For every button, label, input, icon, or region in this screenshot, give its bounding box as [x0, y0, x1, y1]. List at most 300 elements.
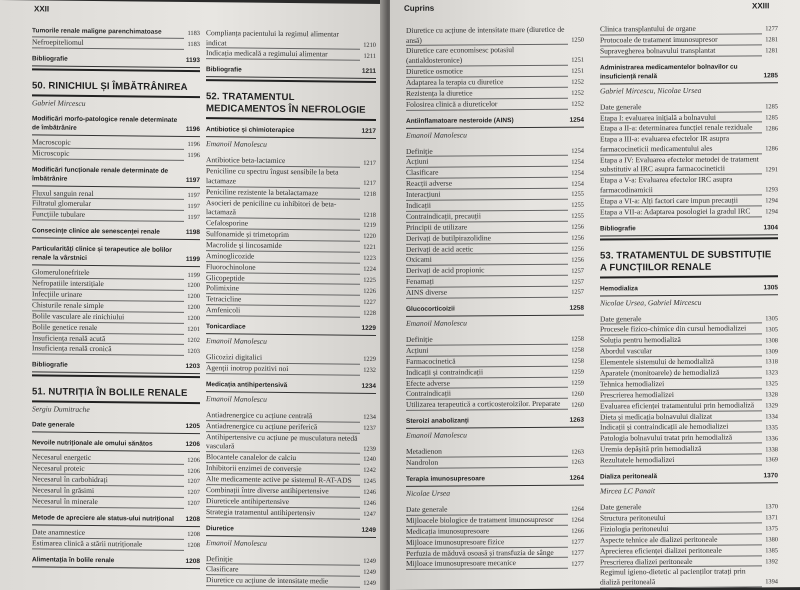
- section-title: Bibliografie: [206, 66, 242, 74]
- toc-entry-page: 1252: [571, 78, 584, 86]
- toc-entry-page: 1237: [363, 424, 376, 433]
- toc-entry: [406, 399, 584, 411]
- chapter-rule: [600, 237, 778, 240]
- toc-entry-page: 1266: [571, 527, 584, 535]
- toc-entry-title: Acțiuni: [406, 156, 568, 168]
- section-heading: [206, 322, 376, 333]
- toc-entry-title: Aminoglicozide: [206, 251, 360, 264]
- toc-entry: [32, 344, 200, 357]
- toc-entry-title: Necesarul în minerale: [32, 496, 184, 508]
- toc-entry-page: 1210: [363, 41, 376, 49]
- toc-entry: [600, 206, 778, 218]
- section-heading: [32, 245, 200, 265]
- toc-entry-title: Etapa a VII-a: Adaptarea posologiei la gradul IRC: [600, 206, 762, 218]
- toc-entry-title: Interacțiuni: [406, 189, 568, 201]
- toc-entry: [600, 45, 778, 57]
- section-heading: [32, 439, 200, 450]
- toc-entry-title: Contraindicații: [406, 388, 568, 400]
- toc-entry-title: Structura peritoneului: [600, 512, 762, 524]
- toc-entry-title: Necesarul în grăsimi: [32, 485, 184, 497]
- toc-entry-title: Diuretice cu acțiune de intensitate mare (diuretice de ansă): [406, 25, 568, 47]
- section-page-number: 1285: [763, 71, 778, 80]
- section-page-number: 1205: [185, 423, 200, 431]
- toc-entry-page: 1308: [765, 336, 778, 345]
- toc-entry-page: 1249: [363, 568, 376, 576]
- toc-entry: [406, 25, 584, 47]
- section-page-number: 1234: [361, 382, 376, 390]
- toc-entry-title: Definiție: [406, 145, 568, 157]
- section-page-number: 1264: [569, 474, 584, 482]
- toc-entry-page: 1285: [765, 103, 778, 111]
- section-title: Consecințe clinice ale senescenței renale: [32, 227, 160, 236]
- toc-entry-page: 1232: [363, 367, 376, 375]
- toc-entry-page: 1249: [363, 579, 376, 587]
- toc-entry-page: 1227: [363, 298, 376, 306]
- toc-entry-title: Definiție: [406, 334, 568, 346]
- toc-entry-page: 1245: [363, 478, 376, 486]
- toc-entry-title: Nefroepiteliomul: [32, 37, 184, 49]
- toc-entry-title: Amfenicoli: [206, 305, 360, 318]
- chapter-heading: 52. TRATAMENTUL MEDICAMENTOS ÎN NEFROLOGIE: [206, 91, 366, 117]
- toc-entry-page: 1201: [187, 325, 200, 334]
- toc-entry-title: Supravegherea bolnavului transplantat: [600, 45, 762, 57]
- toc-entry-title: Blocantele canalelor de calciu: [206, 452, 360, 465]
- section-page-number: 1206: [185, 441, 200, 449]
- toc-entry-page: 1183: [187, 41, 200, 49]
- toc-entry-page: 1251: [571, 67, 584, 76]
- section-page-number: 1199: [185, 256, 200, 264]
- section-author: Emanoil Manolescu: [406, 430, 467, 441]
- toc-entry-title: Diuretice care economisesc potasiul (antialdosteronice): [406, 45, 568, 67]
- toc-entry-title: Utilizarea terapeutică a corticosteroizilor. Preparate: [406, 399, 568, 411]
- toc-entry-title: Tumorile renale maligne parenchimatoase: [32, 26, 184, 38]
- section-rule: [600, 294, 778, 296]
- toc-entry-title: Antihipertensive cu acțiune pe musculatura netedă vasculară: [206, 432, 360, 454]
- toc-entry-page: 1258: [571, 335, 584, 344]
- toc-entry-title: Antiadrenergice cu acțiune centrală: [206, 410, 360, 423]
- toc-entry-page: 1256: [571, 223, 584, 231]
- toc-entry-page: 1200: [187, 304, 200, 312]
- toc-entry-title: Filtratul glomerular: [32, 199, 184, 211]
- toc-entry-title: Indicații și contraindicații: [406, 366, 568, 378]
- toc-entry-page: 1200: [187, 282, 200, 290]
- chapter-rule: [600, 275, 778, 278]
- chapter-rule: [32, 401, 200, 405]
- section-heading: [32, 555, 200, 566]
- toc-entry-title: Dieta și medicația bolnavului dializat: [600, 411, 762, 423]
- toc-entry-page: 1375: [765, 525, 778, 533]
- toc-entry-page: 1251: [571, 57, 584, 65]
- toc-entry-page: 1257: [571, 289, 584, 297]
- section-page-number: 1370: [763, 472, 778, 480]
- toc-entry-page: 1305: [765, 315, 778, 323]
- section-title: Metode de apreciere ale status-ului nutrițional: [32, 514, 174, 523]
- toc-entry-title: Tehnica hemodializei: [600, 378, 762, 390]
- section-author: Sergiu Dumitrache: [32, 404, 90, 415]
- toc-entry-page: 1338: [765, 445, 778, 453]
- left-page: [0, 0, 386, 590]
- toc-entry: [206, 198, 376, 220]
- section-author: Gabriel Mircescu: [32, 98, 86, 108]
- toc-entry-title: Macrolide și lincosamide: [206, 240, 360, 253]
- toc-entry-title: Strategia tratamentul antihipertensiv: [206, 507, 360, 520]
- toc-entry-page: 1250: [571, 36, 584, 44]
- toc-entry-title: Nandrolon: [406, 457, 568, 469]
- section-author: Emanoil Manolescu: [206, 394, 267, 404]
- toc-entry-title: Polimixine: [206, 284, 360, 297]
- section-page-number: 1258: [569, 304, 584, 312]
- section-title: Administrarea medicamentelor bolnavilor cu insuficiență renală: [600, 63, 738, 81]
- toc-entry-title: Elementele sistemului de hemodializă: [600, 357, 762, 369]
- toc-entry-page: 1277: [765, 25, 778, 33]
- toc-entry-page: 1285: [765, 114, 778, 122]
- toc-entry-page: 1260: [571, 401, 584, 409]
- section-title: Antiinflamatoare nesteroide (AINS): [406, 116, 514, 125]
- toc-entry-page: 1223: [363, 254, 376, 263]
- toc-entry-title: Estimarea clinică a stării nutriționale: [32, 538, 184, 550]
- toc-entry-title: Protocoale de tratament imunosupresor: [600, 34, 762, 46]
- section-title: Diuretice: [206, 524, 234, 532]
- toc-entry-title: Macroscopic: [32, 137, 184, 149]
- section-title: Bibliografie: [600, 224, 636, 233]
- toc-entry-page: 1199: [187, 271, 200, 279]
- toc-entry-title: Date generale: [600, 101, 762, 113]
- toc-entry-title: Uremia depășită prin hemodializă: [600, 444, 762, 456]
- toc-entry-page: 1252: [571, 100, 584, 108]
- section-heading: [32, 114, 200, 134]
- toc-entry-page: 1264: [571, 505, 584, 514]
- toc-entry-page: 1225: [363, 276, 376, 284]
- toc-entry-title: Perfuzia de măduvă osoasă și transfuzia de sânge: [406, 547, 568, 559]
- toc-entry-page: 1277: [571, 549, 584, 557]
- toc-entry-page: 1196: [187, 141, 200, 149]
- toc-entry-page: 1252: [571, 89, 584, 97]
- section-title: Modificări morfo-patologice renale determinate de îmbătrânire: [32, 115, 178, 132]
- toc-entry: [206, 28, 376, 50]
- toc-entry-title: Indicații și contraindicații ale hemodializei: [600, 422, 762, 434]
- toc-entry-title: Asocieri de peniciline cu inhibitori de beta-lactamază: [206, 198, 360, 220]
- section-heading: [206, 524, 376, 535]
- section-author: Emanoil Manolescu: [406, 129, 467, 140]
- section-heading: [206, 66, 376, 77]
- toc-entry-title: Soluția pentru hemodializă: [600, 335, 762, 347]
- toc-entry-page: 1239: [363, 445, 376, 453]
- toc-entry-page: 1254: [571, 147, 584, 155]
- section-heading: [406, 304, 584, 314]
- right-page-column-2: [600, 23, 778, 588]
- toc-entry-title: Date generale: [600, 501, 762, 513]
- section-heading: [32, 421, 200, 432]
- toc-entry-page: 1257: [571, 278, 584, 286]
- toc-entry-page: 1254: [571, 180, 584, 188]
- toc-entry: [600, 134, 778, 156]
- section-page-number: 1217: [361, 128, 376, 136]
- toc-entry-page: 1196: [187, 151, 200, 160]
- chapter-rule: [206, 118, 376, 122]
- running-head-title: Cuprins: [404, 3, 435, 13]
- toc-entry-page: 1281: [765, 47, 778, 55]
- toc-entry-page: 1370: [765, 503, 778, 511]
- toc-entry-title: Diureticele antihipertensive: [206, 496, 360, 509]
- toc-entry-title: Indicația medicală a regimului alimentar: [206, 49, 360, 62]
- toc-entry-page: 1263: [571, 459, 584, 467]
- section-rule: [406, 315, 584, 317]
- toc-entry-page: 1392: [765, 558, 778, 566]
- toc-entry-title: Procesele fizico-chimice din cursul hemodializei: [600, 324, 762, 336]
- toc-entry-title: Sulfonamide și trimetoprim: [206, 229, 360, 242]
- section-title: Bibliografie: [32, 361, 68, 370]
- toc-entry-page: 1228: [363, 309, 376, 317]
- section-page-number: 1208: [185, 515, 200, 523]
- section-title: Tonicardiace: [206, 323, 246, 331]
- toc-entry-title: Clasificare: [406, 167, 568, 179]
- toc-entry-title: Mijloace imunosupresoare fizice: [406, 536, 568, 548]
- toc-entry-page: 1336: [765, 434, 778, 443]
- toc-entry-page: 1258: [571, 346, 584, 354]
- toc-entry-title: Fenamați: [406, 276, 568, 288]
- toc-entry-page: 1294: [765, 197, 778, 205]
- toc-entry-page: 1221: [363, 244, 376, 252]
- section-rule: [600, 482, 778, 484]
- toc-entry-page: 1334: [765, 413, 778, 421]
- toc-entry-title: Insuficiența renală acută: [32, 333, 184, 345]
- section-heading: [600, 223, 778, 233]
- section-page-number: 1263: [569, 416, 584, 424]
- section-heading: [32, 227, 200, 238]
- right-page: [390, 0, 800, 590]
- toc-entry-title: Prescrierea dializei peritoneale: [600, 556, 762, 568]
- toc-entry-title: Complianța pacientului la regimul alimentar indicat: [206, 28, 360, 50]
- toc-entry-page: 1249: [363, 557, 376, 565]
- toc-entry-title: Glicopeptide: [206, 273, 360, 286]
- section-heading: [406, 416, 584, 426]
- section-heading: [406, 115, 584, 125]
- toc-entry-title: Diuretice osmotice: [406, 66, 568, 78]
- section-title: Bibliografie: [32, 55, 68, 63]
- toc-entry-title: Derivați de acid acetic: [406, 243, 568, 255]
- toc-entry-title: Cefalosporine: [206, 218, 360, 231]
- toc-entry-title: Adaptarea la terapia cu diuretice: [406, 77, 568, 89]
- toc-entry-page: 1263: [571, 448, 584, 456]
- section-title: Dializa peritoneală: [600, 473, 658, 481]
- section-page-number: 1211: [361, 68, 376, 76]
- toc-entry-page: 1286: [765, 145, 778, 153]
- toc-entry-page: 1259: [571, 379, 584, 387]
- toc-entry-title: Etapa a IV: Evaluarea efectelor metodei de tratament substitutiv al IRC asupra farmacocineticii: [600, 154, 762, 176]
- toc-entry-title: Necesarul proteic: [32, 464, 184, 476]
- toc-entry-page: 1385: [765, 547, 778, 555]
- toc-entry-title: Agenții inotrop pozitivi noi: [206, 363, 360, 376]
- section-author: Nicolae Ursea: [406, 488, 451, 498]
- toc-entry: [406, 457, 584, 469]
- toc-entry-title: Diuretice cu acțiune de intensitate medie: [206, 575, 360, 588]
- toc-entry-page: 1323: [765, 369, 778, 377]
- section-page-number: 1197: [185, 176, 200, 184]
- section-page-number: 1254: [569, 116, 584, 124]
- section-page-number: 1196: [185, 125, 200, 133]
- toc-entry-title: Date anamnestice: [32, 527, 184, 539]
- chapter-heading: 51. NUTRIȚIA ÎN BOLILE RENALE: [32, 386, 188, 400]
- section-page-number: 1249: [361, 526, 376, 534]
- toc-entry-title: Rezistența la diuretice: [406, 88, 568, 100]
- toc-entry-title: Regimul igieno-dietetic al pacienților tratați prin dializă peritoneală: [600, 567, 762, 589]
- toc-entry-page: 1281: [765, 36, 778, 44]
- toc-entry-page: 1240: [363, 456, 376, 464]
- toc-entry-title: Etapa a II-a: determinarea funcției renale reziduale: [600, 123, 762, 135]
- toc-entry-title: Necesarul în carbohidrați: [32, 474, 184, 486]
- toc-entry: [206, 305, 376, 318]
- toc-entry-page: 1286: [765, 125, 778, 133]
- toc-entry-title: Nefropatiile interstițiale: [32, 278, 184, 290]
- toc-entry-page: 1208: [187, 541, 200, 550]
- chapter-rule: [32, 375, 200, 379]
- section-page-number: 1305: [763, 283, 778, 291]
- toc-entry-page: 1203: [187, 347, 200, 355]
- toc-entry-page: 1318: [765, 358, 778, 366]
- toc-entry-title: Efecte adverse: [406, 377, 568, 389]
- toc-entry-page: 1217: [363, 179, 376, 188]
- toc-entry-title: Etapa a III-a: evaluarea efectelor IR asupra farmacocineticii medicamentului ales: [600, 134, 762, 156]
- toc-entry-page: 1369: [765, 456, 778, 464]
- section-heading: [600, 283, 778, 293]
- toc-entry-title: Metadienon: [406, 446, 568, 458]
- toc-entry-page: 1207: [187, 478, 200, 486]
- toc-entry-page: 1242: [363, 467, 376, 475]
- toc-entry-page: 1218: [363, 211, 376, 219]
- section-rule: [406, 485, 584, 487]
- toc-entry: [32, 496, 200, 509]
- toc-entry-page: 1255: [571, 191, 584, 199]
- toc-entry: [600, 175, 778, 197]
- toc-entry-title: Derivați de butilpirazolidine: [406, 232, 568, 244]
- section-title: Modificări funcționale renale determinate de îmbătrânire: [32, 165, 169, 183]
- toc-entry-title: Bolile vasculare ale rinichiului: [32, 311, 184, 323]
- toc-entry-title: Contraindicații, precauții: [406, 211, 568, 223]
- section-title: Particularități clinice și terapeutice ale bolilor renale la vârstnici: [32, 245, 172, 263]
- section-author: Emanoil Manolescu: [406, 318, 467, 328]
- toc-entry-title: Microscopic: [32, 148, 184, 160]
- section-heading: [600, 471, 778, 481]
- toc-entry-title: Date generale: [600, 313, 762, 325]
- toc-entry-page: 1219: [363, 222, 376, 230]
- section-rule: [32, 238, 200, 241]
- toc-entry-page: 1329: [765, 402, 778, 410]
- toc-entry: [32, 148, 200, 161]
- section-heading: [32, 361, 200, 372]
- toc-entry-title: AINS diverse: [406, 287, 568, 299]
- toc-entry-page: 1207: [187, 489, 200, 497]
- toc-entry-title: Oxicami: [406, 254, 568, 266]
- toc-entry-page: 1200: [187, 293, 200, 301]
- toc-entry-title: Aparatele (monitoarele) de hemodializă: [600, 367, 762, 379]
- section-heading: [206, 126, 376, 137]
- toc-entry-page: 1234: [363, 414, 376, 422]
- toc-entry: [600, 567, 778, 589]
- toc-entry-page: 1256: [571, 245, 584, 253]
- running-head-page-number: XXIII: [752, 1, 770, 11]
- toc-entry: [406, 287, 584, 299]
- toc-entry-page: 1309: [765, 347, 778, 355]
- toc-entry-page: 1211: [363, 52, 376, 60]
- toc-entry-page: 1277: [571, 560, 584, 568]
- running-head-page-number: XXII: [34, 4, 50, 14]
- section-title: Steroizi anabolizanți: [406, 417, 469, 426]
- toc-entry-page: 1260: [571, 390, 584, 398]
- toc-entry-page: 1277: [571, 538, 584, 546]
- toc-entry: [32, 210, 200, 223]
- toc-entry-title: Prescrierea hemodializei: [600, 389, 762, 401]
- toc-entry-title: Mijloace imunosupresoare mecanice: [406, 558, 568, 570]
- section-title: Nevoile nutriționale ale omului sănătos: [32, 439, 153, 448]
- section-author: Emanoil Manolescu: [206, 139, 267, 150]
- toc-entry-page: 1226: [363, 287, 376, 295]
- toc-entry-page: 1197: [187, 213, 200, 221]
- section-page-number: 1208: [185, 557, 200, 565]
- toc-entry-title: Inhibitorii enzimei de conversie: [206, 463, 360, 476]
- toc-entry-page: 1206: [187, 456, 200, 464]
- toc-entry-page: 1294: [765, 208, 778, 216]
- section-rule: [600, 82, 778, 84]
- toc-entry: [206, 432, 376, 454]
- toc-entry-title: Etapa a V-a: Evaluarea efectelor IRC asupra farmacodinamicii: [600, 175, 762, 197]
- chapter-rule: [32, 94, 200, 98]
- toc-entry-page: 1380: [765, 536, 778, 544]
- toc-entry-page: 1224: [363, 265, 376, 273]
- section-rule: [406, 126, 584, 128]
- toc-entry: [406, 45, 584, 67]
- toc-entry-title: Date generale: [406, 504, 568, 516]
- section-rule: [406, 427, 584, 429]
- chapter-rule: [206, 80, 376, 84]
- toc-entry-page: 1259: [571, 368, 584, 376]
- toc-entry-title: Clinica transplantului de organe: [600, 23, 762, 35]
- toc-entry-title: Insuficiența renală cronică: [32, 344, 184, 356]
- toc-entry-title: Etapa I: evaluarea inițială a bolnavului: [600, 112, 762, 124]
- section-heading: [32, 165, 200, 185]
- toc-entry-page: 1183: [187, 30, 200, 38]
- toc-entry-page: 1217: [363, 159, 376, 167]
- left-page-column-1: [32, 26, 200, 570]
- toc-entry-page: 1207: [187, 500, 200, 508]
- left-page-column-2: [206, 28, 376, 588]
- chapter-heading: 50. RINICHIUL ȘI ÎMBĂTRÂNIREA: [32, 80, 188, 93]
- toc-entry-title: Glomerulonefritele: [32, 268, 184, 280]
- section-title: Terapia imunosupresoare: [406, 475, 485, 483]
- toc-entry-page: 1255: [571, 201, 584, 210]
- toc-entry-title: Folosirea clinică a diureticelor: [406, 98, 568, 110]
- section-author: Emanoil Manolescu: [206, 537, 267, 548]
- section-page-number: 1198: [185, 229, 200, 237]
- toc-entry-title: Bolile genetice renale: [32, 322, 184, 334]
- section-heading: [206, 380, 376, 391]
- toc-entry-page: 1291: [765, 166, 778, 174]
- toc-entry: [206, 166, 376, 188]
- section-author: Emanoil Manolescu: [206, 336, 267, 346]
- toc-entry-page: 1218: [363, 190, 376, 198]
- toc-entry-title: Reacții adverse: [406, 178, 568, 190]
- toc-entry: [206, 49, 376, 62]
- toc-entry: [206, 507, 376, 520]
- toc-entry-page: 1220: [363, 233, 376, 241]
- toc-entry-title: Chisturile renale simple: [32, 300, 184, 312]
- toc-entry: [406, 558, 584, 570]
- toc-entry-page: 1258: [571, 357, 584, 365]
- toc-entry-page: 1264: [571, 516, 584, 524]
- toc-entry-page: 1254: [571, 169, 584, 177]
- toc-entry-title: Indicații: [406, 200, 568, 212]
- chapter-heading: 53. TRATAMENTUL DE SUBSTITUȚIE A FUNCȚIILOR RENALE: [600, 248, 772, 274]
- toc-entry-title: Fluorochinolone: [206, 262, 360, 275]
